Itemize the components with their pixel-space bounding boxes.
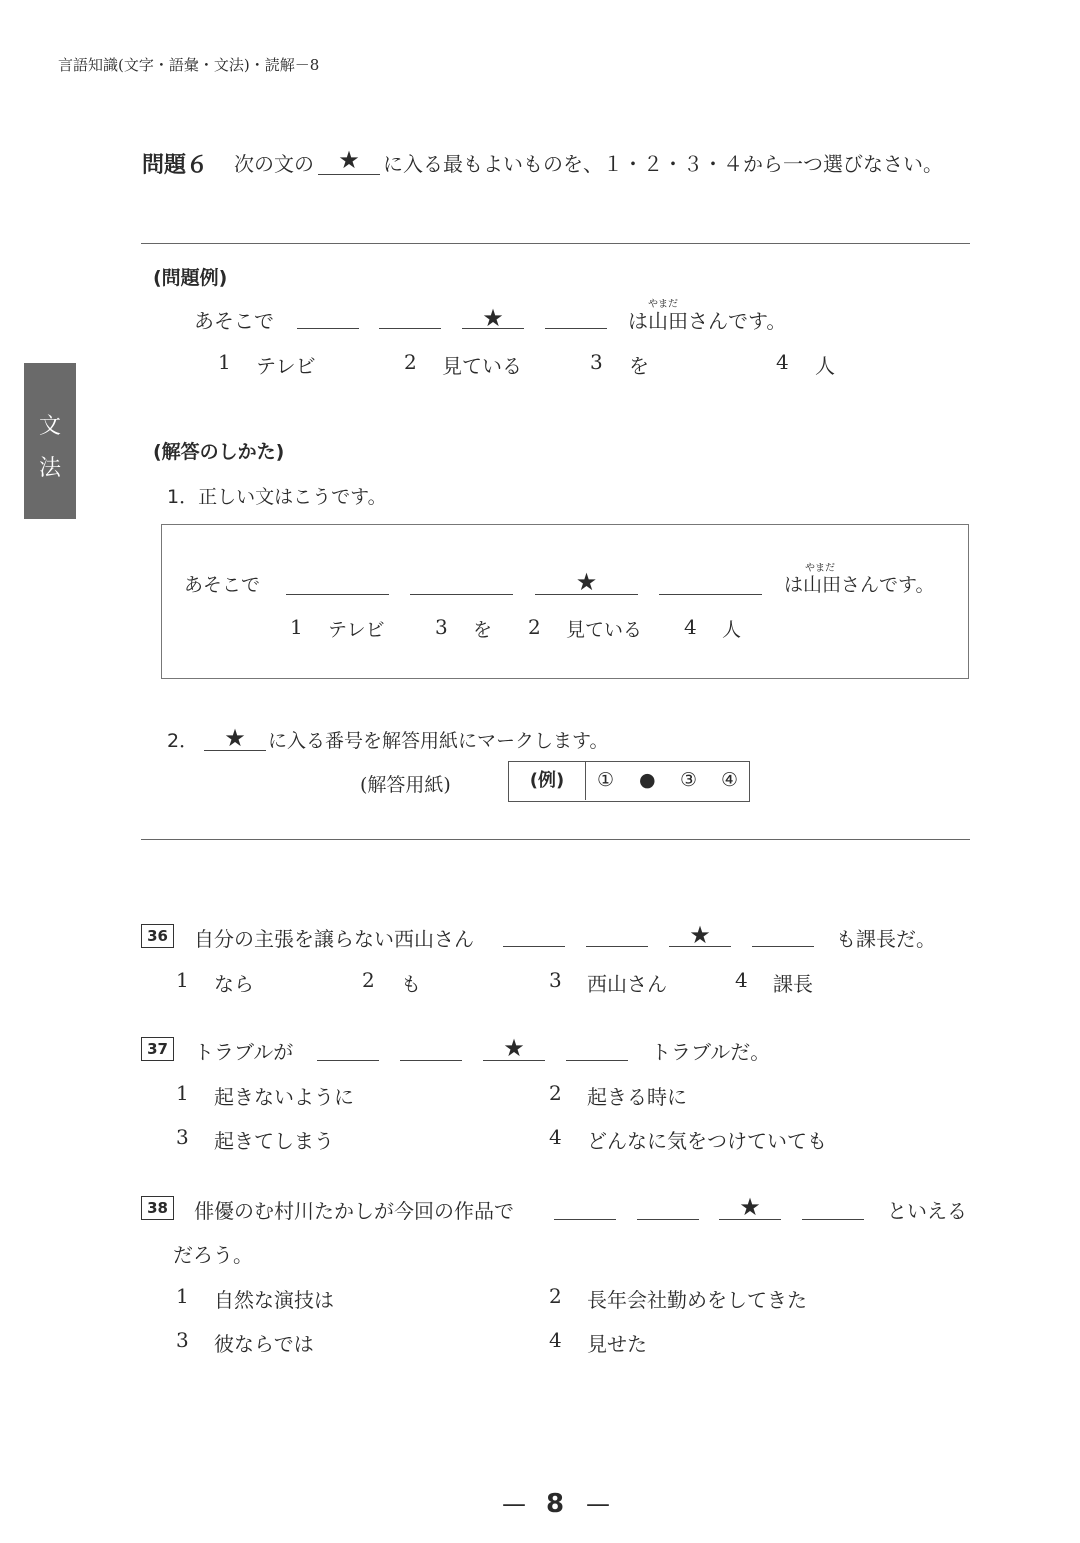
running-head: 言語知識(文字・語彙・文法)・読解－8 (58, 56, 320, 74)
example-blank-2 (379, 328, 441, 329)
q37-option-num: 3 (176, 1125, 189, 1149)
example-blank-4 (545, 328, 607, 329)
page-number: 8 (546, 1489, 565, 1519)
box-blank-2 (410, 594, 513, 595)
side-tab-char-2: 法 (38, 456, 61, 481)
star-icon: ★ (503, 1034, 525, 1062)
answer-mark-4: ④ (721, 769, 739, 791)
q37-blank-2 (400, 1060, 462, 1061)
q37-option-num: 1 (176, 1081, 189, 1105)
box-order-text: 見ている (566, 619, 643, 641)
q37-option-text: 起きないように (214, 1085, 354, 1109)
side-tab-char-1: 文 (38, 414, 61, 439)
how-to-step-2-text: に入る番号を解答用紙にマークします。 (268, 730, 609, 752)
answer-mark-3: ③ (680, 769, 698, 791)
box-order-num: 4 (684, 615, 697, 639)
how-to-heading: (解答のしかた) (153, 441, 285, 463)
q36-blank-1 (503, 946, 565, 947)
q37-option-num: 2 (549, 1081, 562, 1105)
q38-option-num: 1 (176, 1284, 189, 1308)
example-option-num: 3 (590, 350, 603, 374)
q37-option-text: どんなに気をつけていても (587, 1129, 827, 1153)
box-ruby: やまだ (805, 563, 835, 574)
box-order-num: 2 (528, 615, 541, 639)
example-option-text: テレビ (256, 354, 316, 378)
box-order-num: 3 (435, 615, 448, 639)
q38-blank-2 (637, 1219, 699, 1220)
q36-option-num: 4 (735, 968, 748, 992)
question-38-text-continued: だろう。 (173, 1243, 253, 1267)
star-icon: ★ (689, 921, 711, 949)
q37-option-text: 起きる時に (587, 1085, 687, 1109)
q36-option-text: 西山さん (587, 972, 667, 996)
divider-bottom (141, 839, 970, 840)
q36-option-text: 課長 (773, 972, 813, 996)
q38-option-text: 自然な演技は (214, 1288, 334, 1312)
q37-option-num: 4 (549, 1125, 562, 1149)
example-option-num: 2 (404, 350, 417, 374)
question-37-text: トラブルが (194, 1040, 294, 1064)
example-option-text: 人 (815, 354, 835, 378)
example-blank-1 (297, 328, 359, 329)
question-36-text: 自分の主張を譲らない西山さん (194, 927, 474, 951)
q36-blank-2 (586, 946, 648, 947)
footer-dash-left: — (502, 1490, 526, 1518)
star-icon: ★ (482, 304, 504, 332)
q36-option-text: なら (214, 972, 254, 996)
q36-blank-4 (752, 946, 814, 947)
answer-mark-1: ① (597, 769, 615, 791)
q38-blank-4 (802, 1219, 864, 1220)
question-37-text-after: トラブルだ。 (651, 1040, 771, 1064)
box-order-text: を (473, 619, 493, 641)
box-sentence-start: あそこで (184, 574, 261, 596)
question-36-text-after: も課長だ。 (836, 927, 936, 951)
instruction-post: に入る最もよいものを、１・２・３・４から一つ選びなさい。 (383, 152, 943, 176)
question-38-text-after: といえる (887, 1199, 967, 1223)
q38-option-text: 長年会社勤めをしてきた (587, 1288, 807, 1312)
how-to-step-1: 1．正しい文はこうです。 (167, 486, 387, 508)
star-icon: ★ (338, 146, 360, 174)
instruction-star-blank (318, 174, 380, 175)
example-ruby: やまだ (648, 299, 678, 310)
box-order-text: 人 (722, 619, 742, 641)
star-icon: ★ (575, 568, 598, 596)
q38-option-text: 見せた (587, 1332, 647, 1356)
box-sentence-end: は山田さんです。 (784, 574, 935, 596)
box-order-num: 1 (290, 615, 303, 639)
answer-example-label: (例) (509, 762, 586, 800)
q37-option-text: 起きてしまう (214, 1129, 334, 1153)
question-number-37: 37 (141, 1037, 174, 1061)
box-blank-1 (286, 594, 389, 595)
example-sentence-start: あそこで (194, 309, 274, 333)
answer-sheet-label: (解答用紙) (360, 774, 451, 796)
q37-blank-1 (317, 1060, 379, 1061)
side-tab-grammar (24, 363, 76, 519)
q37-blank-4 (566, 1060, 628, 1061)
example-sentence-end: は山田さんです。 (628, 309, 787, 333)
q38-option-num: 2 (549, 1284, 562, 1308)
section-number: 問題６ (142, 153, 209, 178)
q38-blank-1 (554, 1219, 616, 1220)
answer-mark-filled-icon: ● (639, 769, 656, 791)
star-icon: ★ (739, 1193, 761, 1221)
q36-option-text: も (401, 972, 421, 996)
q36-option-num: 1 (176, 968, 189, 992)
star-icon: ★ (224, 724, 246, 752)
how-to-step-2-num: 2． (167, 730, 199, 752)
box-blank-4 (659, 594, 762, 595)
q38-option-num: 3 (176, 1328, 189, 1352)
question-number-38: 38 (141, 1196, 174, 1220)
q36-option-num: 3 (549, 968, 562, 992)
footer-dash-right: — (586, 1490, 610, 1518)
q38-option-num: 4 (549, 1328, 562, 1352)
question-number-36: 36 (141, 924, 174, 948)
q38-option-text: 彼ならでは (214, 1332, 314, 1356)
question-38-text: 俳優のむ村川たかしが今回の作品で (194, 1199, 514, 1223)
example-option-text: を (629, 354, 649, 378)
box-order-text: テレビ (328, 619, 385, 641)
instruction-pre: 次の文の (234, 152, 314, 176)
example-option-text: 見ている (442, 354, 522, 378)
example-option-num: 4 (776, 350, 789, 374)
answer-sheet-box (508, 761, 750, 802)
example-heading: (問題例) (153, 267, 228, 289)
correct-sentence-box (161, 524, 969, 679)
q36-option-num: 2 (362, 968, 375, 992)
example-option-num: 1 (218, 350, 231, 374)
divider-top (141, 243, 970, 244)
